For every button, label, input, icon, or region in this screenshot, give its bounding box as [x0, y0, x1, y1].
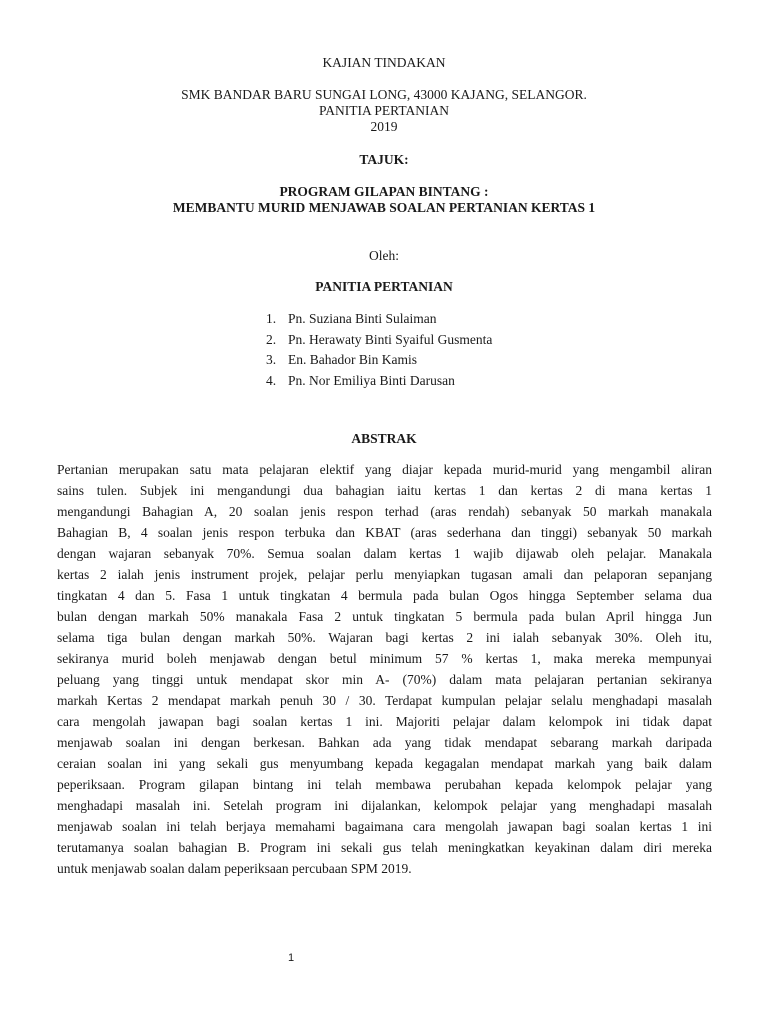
author-name: Pn. Nor Emiliya Binti Darusan — [288, 372, 455, 388]
author-name: Pn. Herawaty Binti Syaiful Gusmenta — [288, 331, 493, 347]
list-item — [266, 350, 492, 371]
abstract-line: tingkatan 4 dan 5. Fasa 1 untuk tingkatan 4 bermula pada bulan Ogos hingga September selama dua — [57, 588, 712, 603]
list-item — [266, 371, 492, 392]
abstract-line: peperiksaan. Program gilapan bintang ini telah membawa perubahan kepada kelompok pelajar yang — [57, 777, 712, 792]
school-address: SMK BANDAR BARU SUNGAI LONG, 43000 KAJANG, SELANGOR. — [181, 87, 587, 102]
abstract-line: dengan wajaran sebanyak 70%. Semua soalan dalam kertas 1 wajib dijawab oleh pelajar. Manakala — [57, 546, 712, 561]
abstract-line: menjawab soalan ini dengan berkesan. Bahkan ada yang tidak mendapat sebarang markah daripada — [57, 735, 712, 750]
abstract-line: ceraian soalan ini yang sekali gus menyumbang kepada kegagalan mendapat markah yang baik dalam — [57, 756, 712, 771]
document-title: KAJIAN TINDAKAN — [322, 55, 446, 70]
author-group: PANITIA PERTANIAN — [315, 279, 453, 294]
list-item — [266, 330, 492, 351]
abstract-line: untuk menjawab soalan dalam peperiksaan percubaan SPM 2019. — [57, 861, 412, 876]
abstract-line: selama tiga bulan dengan markah 50%. Wajaran bagi kertas 2 ini ialah sebanyak 30%. Oleh itu, — [57, 630, 712, 645]
abstract-line: mengandungi Bahagian A, 20 soalan jenis respon terhad (aras rendah) sebanyak 50 markah manakala — [57, 504, 712, 519]
abstract-line: markah Kertas 2 mendapat markah penuh 30 / 30. Terdapat kumpulan pelajar selalu menghadapi masalah — [57, 693, 712, 708]
tajuk-line-1: PROGRAM GILAPAN BINTANG : — [279, 184, 489, 199]
abstract-line: kertas 2 ialah jenis instrument projek, pelajar perlu menyiapkan tugasan amali dan pelaporan sepanjang — [57, 567, 712, 582]
abstract-line: menjawab soalan ini telah berjaya memahami bagaimana cara mengolah jawapan bagi soalan kertas 1 ini — [57, 819, 712, 834]
abstract-heading: ABSTRAK — [351, 431, 417, 446]
panel-name: PANITIA PERTANIAN — [319, 103, 449, 118]
list-item-number: 3. — [266, 352, 277, 367]
abstract-line: terutamanya soalan bahagian B. Program ini sekali gus telah meningkatkan keyakinan dalam diri mereka — [57, 840, 712, 855]
list-item-number: 2. — [266, 331, 277, 347]
author-name: En. Bahador Bin Kamis — [288, 352, 417, 367]
tajuk-label: TAJUK: — [359, 152, 409, 167]
abstract-line: peluang yang tinggi untuk mendapat skor min A- (70%) dalam mata pelajaran pertanian sekiranya — [57, 672, 712, 687]
abstract-body — [57, 459, 712, 879]
abstract-line: cara mengolah jawapan bagi soalan kertas 1 ini. Majoriti pelajar dalam kelompok ini tidak dapat — [57, 714, 712, 729]
abstract-line: menghadapi masalah ini. Setelah program ini dijalankan, kelompok pelajar yang menghadapi masalah — [57, 798, 712, 813]
year: 2019 — [370, 119, 398, 134]
page-number: 1 — [288, 952, 295, 964]
abstract-line: sekiranya murid boleh menjawab dengan betul minimum 57 % kertas 1, maka mereka mempunyai — [57, 651, 712, 666]
abstract-line: sains tulen. Subjek ini mengandungi dua bahagian iaitu kertas 1 dan kertas 2 di mana kertas 1 — [57, 483, 712, 498]
abstract-line: Bahagian B, 4 soalan jenis respon terbuka dan KBAT (aras sederhana dan tinggi) sebanyak 50 markah — [57, 525, 712, 540]
author-list — [266, 309, 492, 391]
list-item-number: 4. — [266, 372, 277, 388]
abstract-line: Pertanian merupakan satu mata pelajaran elektif yang diajar kepada murid-murid yang mengambil aliran — [57, 462, 712, 477]
tajuk-line-2: MEMBANTU MURID MENJAWAB SOALAN PERTANIAN KERTAS 1 — [172, 200, 596, 215]
list-item — [266, 309, 492, 330]
abstract-line: bulan dengan markah 50% manakala Fasa 2 untuk tingkatan 5 bermula pada bulan April hingga Jun — [57, 609, 712, 624]
author-name: Pn. Suziana Binti Sulaiman — [288, 311, 437, 326]
oleh-label: Oleh: — [369, 248, 399, 263]
list-item-number: 1. — [266, 311, 277, 326]
